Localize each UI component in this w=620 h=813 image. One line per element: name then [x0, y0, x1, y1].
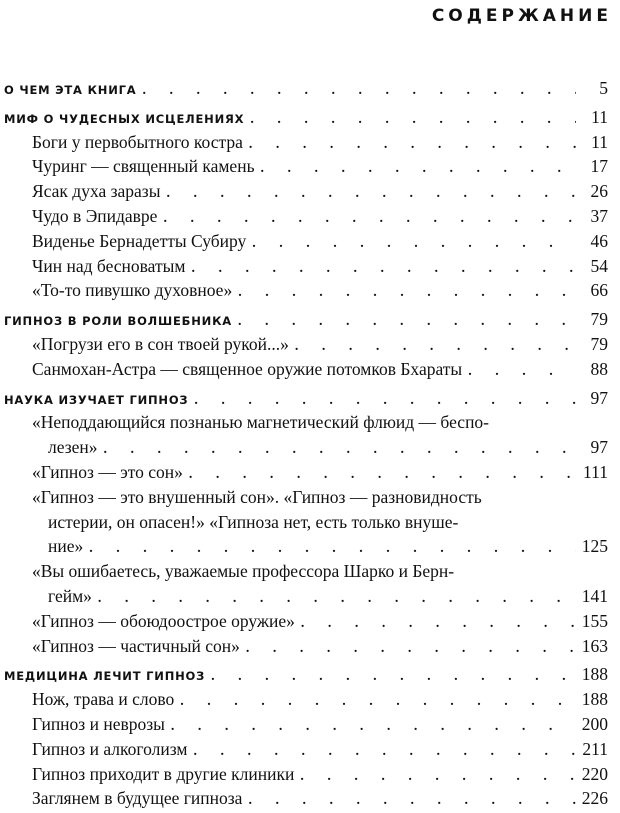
toc-entry-title: «Гипноз — это сон»: [32, 461, 183, 482]
toc-entry: [4, 636, 608, 661]
dot-leader: [166, 186, 576, 202]
toc-entry: [4, 536, 608, 561]
toc-entry-title: гейм»: [48, 585, 92, 606]
toc-entry: [4, 739, 608, 764]
toc-entry-title: Чудо в Эпидавре: [32, 205, 158, 226]
toc-entry: [4, 132, 608, 157]
toc-entry: [4, 586, 608, 611]
toc-entry: [4, 181, 608, 206]
toc-entry-title: МИФ О ЧУДЕСНЫХ ИСЦЕЛЕНИЯХ: [4, 111, 245, 126]
dot-leader: [191, 261, 576, 277]
toc-entry-page-number: 88: [590, 358, 608, 379]
dot-leader: [300, 769, 575, 785]
toc-entry-title: «Неподдающийся познанью магнетический флюид — беспо-: [32, 412, 490, 433]
toc-entry-title: «То-то пивушко духовное»: [32, 280, 233, 301]
dot-leader: [142, 83, 576, 99]
toc-entry-title: Гипноз приходит в другие клиники: [32, 763, 295, 784]
toc-entry: [4, 156, 608, 181]
toc-entry-title: «Гипноз — это внушенный сон». «Гипноз — разновидность: [32, 486, 482, 507]
dot-leader: [193, 744, 576, 760]
toc-entry-title: Чин над бесноватым: [32, 255, 186, 276]
toc-entry-page-number: 79: [590, 333, 608, 354]
toc-entry-title: лезен»: [48, 437, 98, 458]
toc-entry-page-number: 97: [590, 387, 608, 408]
toc-entry: [4, 206, 608, 231]
toc-entry-title: Чуринг — священный камень: [32, 156, 255, 177]
toc-section-entry: [4, 309, 608, 334]
dot-leader: [252, 236, 576, 252]
toc-entry-page-number: 200: [581, 713, 608, 734]
toc-entry-page-number: 155: [581, 610, 608, 631]
toc-entry: [4, 412, 608, 437]
toc-entry-page-number: 226: [581, 788, 608, 809]
toc-entry: [4, 512, 608, 537]
dot-leader: [171, 719, 576, 735]
dot-leader: [98, 591, 576, 607]
toc-entry: [4, 689, 608, 714]
toc-entry-page-number: 211: [582, 738, 608, 759]
toc-entry-title: «Гипноз — частичный сон»: [32, 635, 240, 656]
toc-entry-page-number: 188: [581, 689, 608, 710]
toc-entry-title: Заглянем в будущее гипноза: [32, 788, 243, 809]
dot-leader: [468, 364, 576, 380]
dot-leader: [238, 285, 576, 301]
dot-leader: [295, 339, 576, 355]
dot-leader: [163, 211, 576, 227]
toc-entry-page-number: 97: [590, 437, 608, 458]
toc-entry: [4, 714, 608, 739]
dot-leader: [180, 694, 576, 710]
toc-entry: [4, 231, 608, 256]
dot-leader: [248, 793, 575, 809]
toc-entry-title: Гипноз и алкоголизм: [32, 738, 188, 759]
page-title: СОДЕРЖАНИЕ: [431, 6, 612, 26]
toc-entry-title: МЕДИЦИНА ЛЕЧИТ ГИПНОЗ: [4, 669, 206, 684]
toc-section-entry: [4, 664, 608, 689]
toc-entry-title: Боги у первобытного костра: [32, 131, 243, 152]
toc-entry: [4, 487, 608, 512]
dot-leader: [250, 112, 576, 128]
toc-entry-page-number: 54: [590, 255, 608, 276]
toc-entry: [4, 359, 608, 384]
dot-leader: [189, 467, 576, 483]
toc-entry-page-number: 46: [590, 230, 608, 251]
toc-entry-page-number: 37: [590, 205, 608, 226]
toc-entry-title: НАУКА ИЗУЧАЕТ ГИПНОЗ: [4, 392, 189, 407]
toc-entry-page-number: 5: [599, 78, 608, 98]
toc-entry-title: «Вы ошибаетесь, уважаемые профессора Шарко и Берн-: [32, 561, 455, 582]
toc-section-entry: [4, 388, 608, 413]
toc-entry-page-number: 188: [581, 664, 608, 685]
dot-leader: [301, 616, 576, 632]
dot-leader: [238, 314, 576, 330]
dot-leader: [104, 442, 576, 458]
toc-entry: [4, 256, 608, 281]
table-of-contents: [4, 78, 608, 813]
toc-entry-title: ГИПНОЗ В РОЛИ ВОЛШЕБНИКА: [4, 314, 232, 329]
dot-leader: [89, 541, 576, 557]
toc-entry: [4, 280, 608, 305]
toc-entry: [4, 611, 608, 636]
dot-leader: [194, 393, 576, 409]
toc-entry-title: О ЧЕМ ЭТА КНИГА: [4, 83, 137, 97]
toc-entry-page-number: 26: [590, 181, 608, 202]
toc-entry-page-number: 163: [581, 635, 608, 656]
toc-entry-title: Нож, трава и слово: [32, 689, 175, 710]
toc-entry-page-number: 11: [591, 131, 608, 152]
toc-entry: [4, 462, 608, 487]
dot-leader: [211, 669, 576, 685]
toc-entry-page-number: 141: [581, 585, 608, 606]
toc-section-entry: [4, 107, 608, 132]
toc-entry-title: «Гипноз — обоюдоострое оружие»: [32, 610, 295, 631]
toc-entry: [4, 788, 608, 813]
toc-entry-page-number: 11: [591, 106, 608, 127]
toc-entry-title: «Погрузи его в сон твоей рукой...»: [32, 333, 289, 354]
toc-entry: [4, 334, 608, 359]
toc-section-entry: [4, 78, 608, 103]
toc-entry-page-number: 17: [590, 156, 608, 177]
toc-entry-page-number: 111: [583, 461, 608, 482]
toc-entry-title: Ясак духа заразы: [32, 181, 161, 202]
toc-entry: [4, 437, 608, 462]
dot-leader: [249, 137, 576, 153]
toc-entry-title: Виденье Бернадетты Субиру: [32, 230, 247, 251]
dot-leader: [246, 641, 576, 657]
toc-entry: [4, 561, 608, 586]
dot-leader: [261, 161, 576, 177]
toc-entry-page-number: 125: [581, 536, 608, 557]
toc-entry-page-number: 79: [590, 309, 608, 330]
toc-entry-page-number: 66: [590, 280, 608, 301]
toc-entry-title: Гипноз и неврозы: [32, 713, 165, 734]
toc-entry-title: ние»: [48, 536, 84, 557]
toc-entry-page-number: 220: [581, 763, 608, 784]
toc-entry-title: Санмохан-Астра — священное оружие потомков Бхараты: [32, 358, 463, 379]
toc-entry-title: истерии, он опасен!» «Гипноза нет, есть только внуше-: [48, 511, 459, 532]
